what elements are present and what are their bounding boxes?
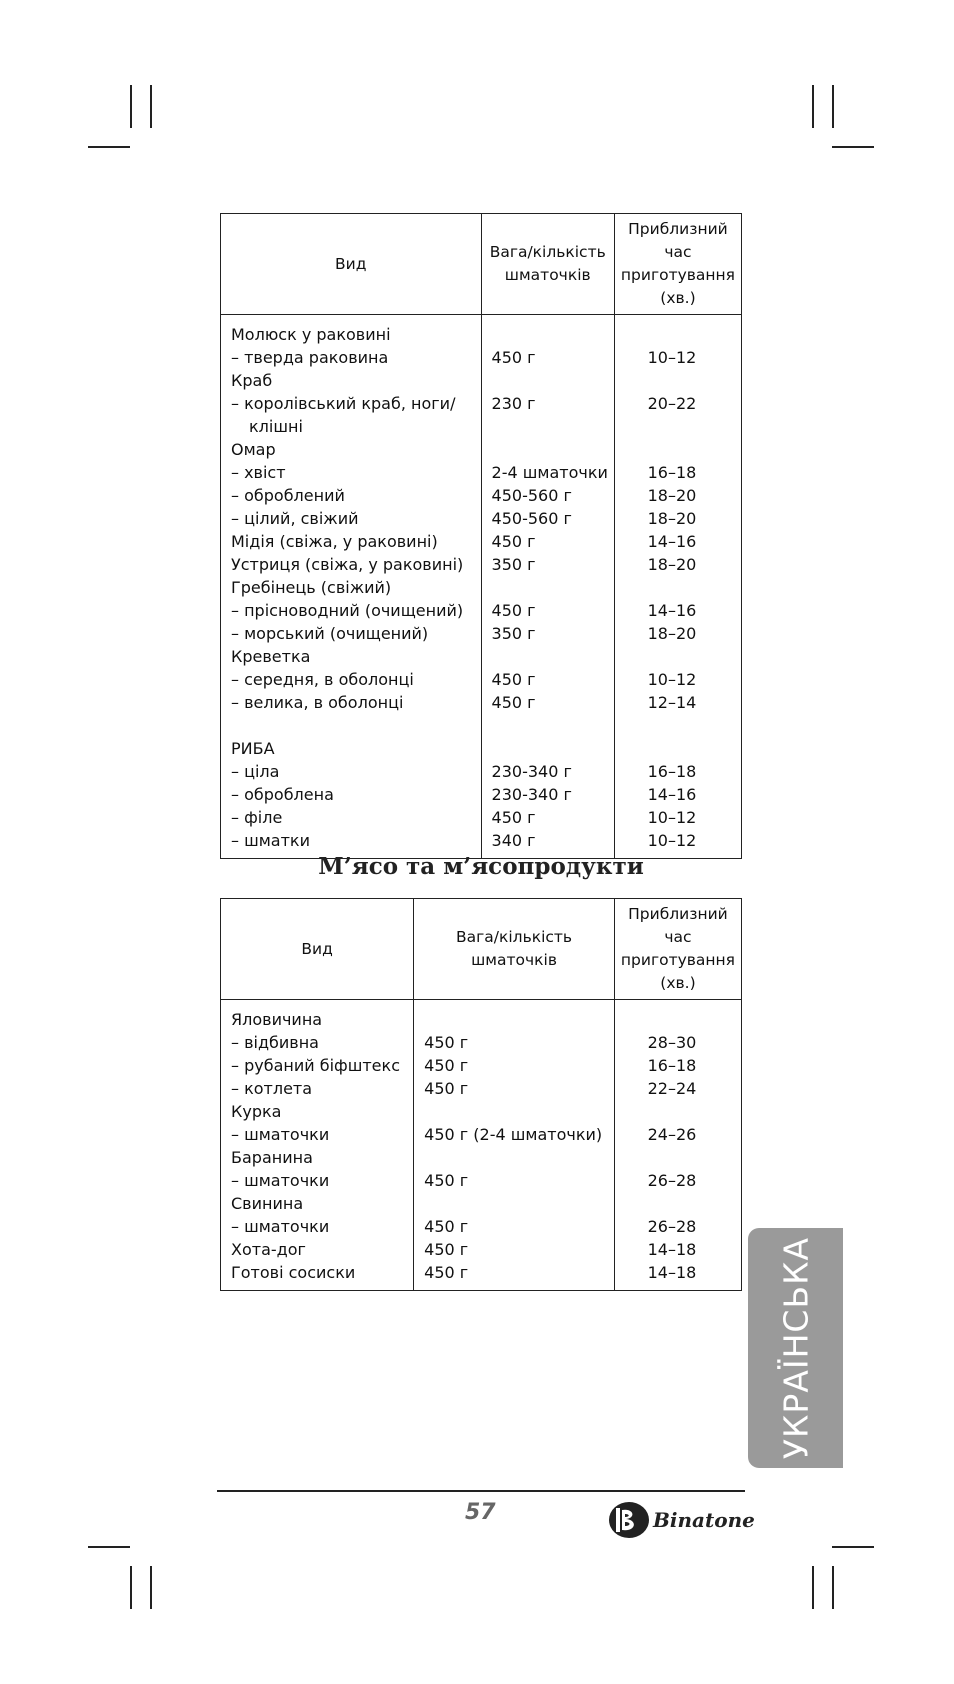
header-time: Приблизний час приготування (хв.) <box>614 899 741 1000</box>
cell-weight: 230-340 г <box>491 762 572 781</box>
cell-time: 12–14 <box>647 693 697 712</box>
cell-time <box>625 576 735 599</box>
cell-time: 10–12 <box>647 670 697 689</box>
time-column <box>615 1000 741 1290</box>
cell-kind <box>231 714 475 737</box>
cell-weight <box>424 1192 608 1215</box>
cell-weight: 450 г <box>424 1033 469 1052</box>
cell-weight: 230-340 г <box>491 785 572 804</box>
cell-kind: – хвіст <box>231 463 286 482</box>
meat-section-title: М’ясо та м’ясопродукти <box>318 853 644 880</box>
kind-column <box>221 1000 413 1290</box>
cell-kind: – шматочки <box>231 1217 330 1236</box>
cell-time: 14–18 <box>647 1240 697 1259</box>
cell-kind: Мідія (свіжа, у раковині) <box>231 532 438 551</box>
meat-cooking-table <box>220 898 742 1291</box>
cell-time: 10–12 <box>647 831 697 850</box>
cell-kind: – рубаний біфштекс <box>231 1056 400 1075</box>
cell-weight: 230 г <box>491 394 536 413</box>
cell-time <box>625 737 735 760</box>
cell-kind: – оброблена <box>231 785 334 804</box>
cell-weight: 450 г <box>424 1079 469 1098</box>
cell-kind: – середня, в оболонці <box>231 670 414 689</box>
cell-weight <box>424 1146 608 1169</box>
cell-time <box>625 1100 735 1123</box>
weight-column <box>482 315 614 858</box>
cell-weight <box>492 438 608 461</box>
cell-time: 18–20 <box>647 486 697 505</box>
cell-weight: 350 г <box>491 555 536 574</box>
cell-weight: 450-560 г <box>491 486 572 505</box>
cell-time: 26–28 <box>647 1171 697 1190</box>
cell-time <box>625 1008 735 1031</box>
cell-time: 28–30 <box>647 1033 697 1052</box>
cell-kind: – шматки <box>231 831 310 850</box>
cell-time: 14–18 <box>647 1263 697 1282</box>
cell-kind: РИБА <box>231 739 275 758</box>
language-tab-label: УКРАЇНСЬКА <box>776 1236 815 1460</box>
header-weight: Вага/кількість шматочків <box>414 899 615 1000</box>
cell-kind: – шматочки <box>231 1171 330 1190</box>
cell-kind: Свинина <box>231 1194 304 1213</box>
cell-kind: Устриця (свіжа, у раковині) <box>231 555 464 574</box>
cell-kind: Баранина <box>231 1148 313 1167</box>
cell-time <box>625 1146 735 1169</box>
cell-weight: 450 г <box>424 1056 469 1075</box>
cell-time: 18–20 <box>647 509 697 528</box>
cell-weight <box>492 323 608 346</box>
cell-kind: Молюск у раковині <box>231 325 391 344</box>
cell-weight: 450 г <box>491 601 536 620</box>
cell-weight <box>492 415 608 438</box>
brand-logo <box>608 1500 755 1540</box>
header-kind: Вид <box>221 899 414 1000</box>
language-tab <box>748 1228 843 1468</box>
cell-weight <box>492 737 608 760</box>
cell-weight: 450-560 г <box>491 509 572 528</box>
cell-time: 26–28 <box>647 1217 697 1236</box>
cell-kind: Курка <box>231 1102 282 1121</box>
cell-kind: – відбивна <box>231 1033 319 1052</box>
cell-weight <box>492 369 608 392</box>
cell-kind: – шматочки <box>231 1125 330 1144</box>
cell-kind: – ціла <box>231 762 280 781</box>
seafood-cooking-table <box>220 213 742 859</box>
cell-time: 16–18 <box>647 463 697 482</box>
binatone-logo-icon <box>608 1500 652 1540</box>
cell-kind: Краб <box>231 371 273 390</box>
cell-kind: – оброблений <box>231 486 345 505</box>
header-time: Приблизний час приготування (хв.) <box>614 214 741 315</box>
header-kind: Вид <box>221 214 482 315</box>
cell-weight: 450 г <box>424 1171 469 1190</box>
cell-weight: 2-4 шматочки <box>491 463 608 482</box>
cell-kind: Хота-дог <box>231 1240 306 1259</box>
cell-kind: – цілий, свіжий <box>231 509 359 528</box>
cell-time <box>625 415 735 438</box>
cell-weight: 340 г <box>491 831 536 850</box>
cell-time <box>625 714 735 737</box>
cell-kind: Креветка <box>231 647 311 666</box>
cell-time: 22–24 <box>647 1079 697 1098</box>
cell-kind: Готові сосиски <box>231 1263 356 1282</box>
cell-kind: Гребінець (свіжий) <box>231 578 392 597</box>
cell-kind: клішні <box>249 417 303 436</box>
cell-kind: – королівський краб, ноги/ <box>231 394 456 413</box>
cell-weight <box>492 576 608 599</box>
cell-weight: 450 г <box>491 532 536 551</box>
cell-time: 14–16 <box>647 601 697 620</box>
cell-kind: – велика, в оболонці <box>231 693 404 712</box>
cell-weight: 450 г <box>491 808 536 827</box>
kind-column <box>221 315 481 858</box>
cell-weight <box>424 1100 608 1123</box>
cell-time: 24–26 <box>647 1125 697 1144</box>
cell-weight: 450 г <box>491 348 536 367</box>
weight-column <box>414 1000 614 1290</box>
cell-weight <box>424 1008 608 1031</box>
cell-time: 14–16 <box>647 532 697 551</box>
page-number: 57 <box>465 1500 496 1525</box>
cell-time <box>625 323 735 346</box>
brand-name: Binatone <box>653 1508 755 1532</box>
cell-weight <box>492 714 608 737</box>
footer-divider <box>217 1490 745 1492</box>
cell-kind: Омар <box>231 440 276 459</box>
time-column <box>615 315 741 858</box>
cell-weight: 350 г <box>491 624 536 643</box>
cell-time <box>625 1192 735 1215</box>
cell-kind: – котлета <box>231 1079 313 1098</box>
cell-time <box>625 369 735 392</box>
cell-weight: 450 г <box>424 1263 469 1282</box>
header-weight: Вага/кількість шматочків <box>481 214 614 315</box>
cell-time: 10–12 <box>647 348 697 367</box>
cell-time: 16–18 <box>647 1056 697 1075</box>
cell-time <box>625 438 735 461</box>
cell-weight: 450 г <box>491 693 536 712</box>
cell-time <box>625 645 735 668</box>
cell-time: 16–18 <box>647 762 697 781</box>
cell-weight: 450 г <box>424 1217 469 1236</box>
cell-weight: 450 г (2-4 шматочки) <box>424 1125 603 1144</box>
cell-kind: – тверда раковина <box>231 348 389 367</box>
cell-weight: 450 г <box>424 1240 469 1259</box>
cell-time: 18–20 <box>647 624 697 643</box>
cell-kind: Яловичина <box>231 1010 323 1029</box>
cell-weight: 450 г <box>491 670 536 689</box>
cell-time: 20–22 <box>647 394 697 413</box>
cell-time: 14–16 <box>647 785 697 804</box>
cell-weight <box>492 645 608 668</box>
cell-kind: – філе <box>231 808 283 827</box>
cell-kind: – морський (очищений) <box>231 624 429 643</box>
cell-time: 18–20 <box>647 555 697 574</box>
cell-time: 10–12 <box>647 808 697 827</box>
cell-kind: – прісноводний (очищений) <box>231 601 464 620</box>
